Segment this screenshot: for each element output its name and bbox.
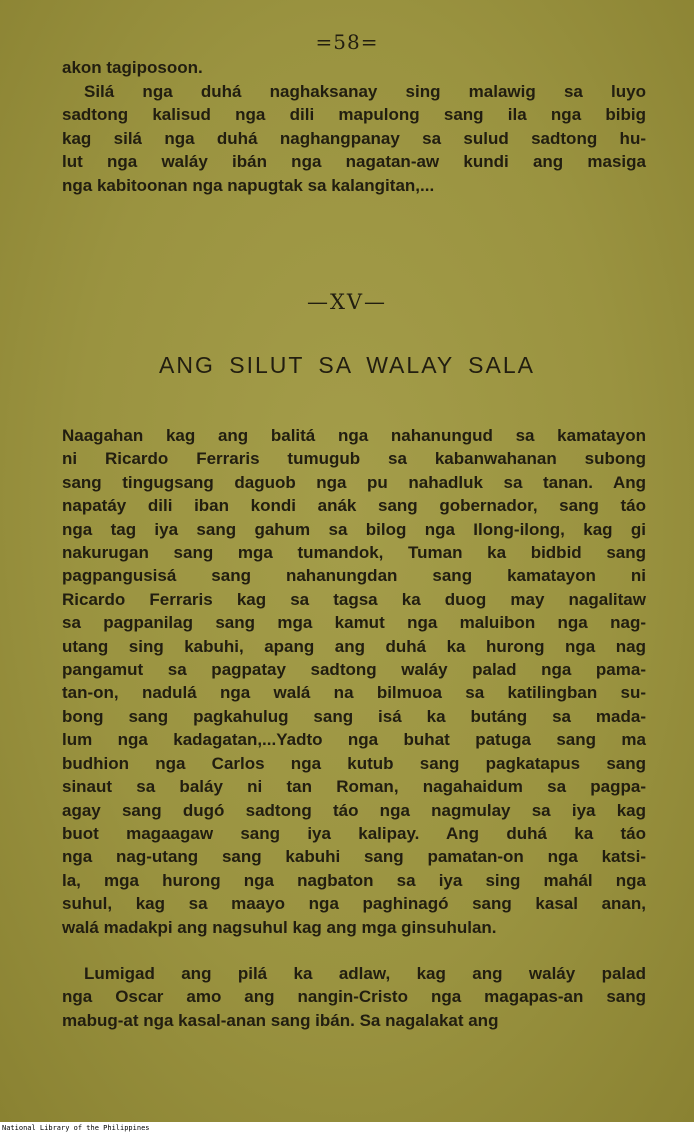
text-line: lut nga waláy ibán nga nagatan-aw kundi ang masiga [62, 152, 646, 172]
text-line: utang sing kabuhi, apang ang duhá ka hurong nga nag [62, 636, 646, 656]
chapter-title: ANG SILUT SA WALAY SALA [159, 352, 535, 378]
chapter-number: —XV— [306, 290, 388, 314]
text-line: la, mga hurong nga nagbaton sa iya sing mahál nga [62, 870, 646, 890]
text-line: bong sang pagkahulug sang isá ka butáng sa mada- [62, 706, 646, 726]
text-line: nga nag-utang sang kabuhi sang pamatan-on nga katsi- [62, 847, 646, 867]
chapter-body-paragraph [62, 424, 646, 939]
text-line: nga Oscar amo ang nangin-Cristo nga magapas-an sang [62, 987, 646, 1007]
text-line: Naagahan kag ang balitá nga nahanungud sa kamatayon [62, 426, 646, 445]
text-line: suhul, kag sa maayo nga paghinagó sang kasal anan, [62, 894, 646, 914]
text-line: sinaut sa baláy ni tan Roman, nagahaidum sa pagpa- [62, 777, 646, 797]
text-line: nga tag iya sang gahum sa bilog nga Ilong-ilong, kag gi [62, 519, 646, 539]
text-line: mabug-at nga kasal-anan sang ibán. Sa nagalakat ang [62, 1010, 499, 1030]
text-line: pangamut sa pagpatay sadtong waláy palad nga pama- [62, 660, 646, 680]
text-line: lum nga kadagatan,...Yadto nga buhat patuga sang ma [62, 730, 646, 750]
text-line: kag silá nga duhá naghangpanay sa sulud sadtong hu- [62, 128, 646, 148]
paragraph-closing [62, 80, 646, 197]
text-line: napatáy dili iban kondi anák sang gobernador, sang táo [62, 496, 646, 516]
chapter-body-paragraph-2 [62, 962, 646, 1032]
text-line: pagpangusisá sang nahanungdan sang kamatayon ni [62, 566, 646, 586]
text-line: Silá nga duhá naghaksanay sing malawig sa luyo [84, 82, 646, 101]
text-line: sadtong kalisud nga dili mapulong sang ila nga bibig [62, 105, 646, 125]
page-number: =58= [315, 30, 379, 54]
text-line: tan-on, nadulá nga walá na bilmuoa sa katilingban su- [62, 683, 646, 703]
text-line: buot magaagaw sang iya kalipay. Ang duhá ka táo [62, 823, 646, 843]
text-line: nakurugan sang mga tumandok, Tuman ka bidbid sang [62, 543, 646, 563]
text-line: budhion nga Carlos nga kutub sang pagkatapus sang [62, 753, 646, 773]
text-line: sang tingugsang daguob nga pu nahadluk sa tanan. Ang [62, 472, 646, 492]
text-line: agay sang dugó sadtong táo nga nagmulay sa iya kag [62, 800, 646, 820]
text-line: nga kabitoonan nga napugtak sa kalangitan,... [62, 175, 435, 195]
text-line: walá madakpi ang nagsuhul kag ang mga ginsuhulan. [62, 917, 497, 937]
text-line: akon tagiposoon. [62, 58, 203, 77]
text-line: sa pagpanilag sang mga kamut nga maluibon nga nag- [62, 613, 646, 633]
text-line: Lumigad ang pilá ka adlaw, kag ang waláy palad [84, 964, 646, 983]
text-line: Ricardo Ferraris kag sa tagsa ka duog may nagalitaw [62, 589, 646, 609]
library-credit: National Library of the Philippines [2, 1124, 150, 1132]
paragraph-continuation [62, 56, 646, 79]
text-line: ni Ricardo Ferraris tumugub sa kabanwahanan subong [62, 449, 646, 469]
